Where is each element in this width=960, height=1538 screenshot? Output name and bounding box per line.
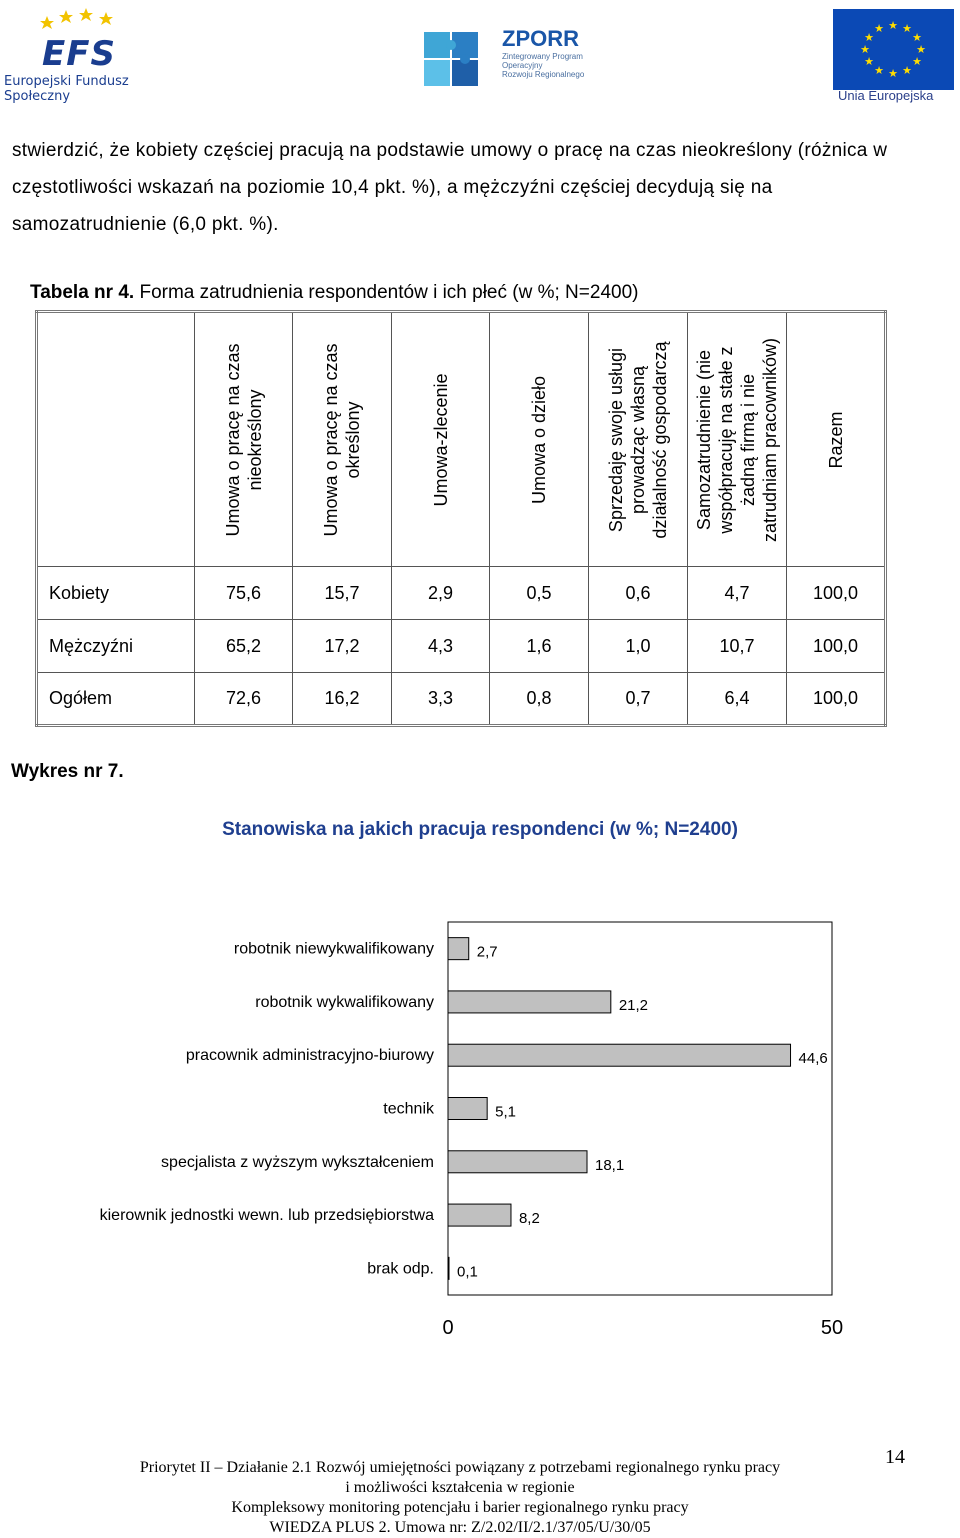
data-label: 44,6: [798, 1050, 828, 1068]
svg-text:★: ★: [902, 64, 912, 77]
svg-text:★: ★: [912, 55, 922, 68]
table-cell: 100,0: [787, 567, 886, 620]
column-header: [293, 312, 392, 567]
bar: [448, 1151, 587, 1173]
table-cell: 4,3: [392, 620, 490, 673]
efs-mark: EFS: [42, 34, 116, 74]
table-cell: 1,0: [589, 620, 688, 673]
bar: [448, 1098, 487, 1120]
row-label: Ogółem: [37, 673, 195, 726]
table-label: Tabela nr 4.: [30, 282, 135, 303]
category-label: specjalista z wyższym wykształceniem: [161, 1153, 434, 1171]
category-label: kierownik jednostki wewn. lub przedsiębiorstwa: [99, 1207, 434, 1225]
table-cell: 0,7: [589, 673, 688, 726]
table-cell: 10,7: [688, 620, 787, 673]
position-bar-chart: [0, 900, 960, 1360]
table-cell: 17,2: [293, 620, 392, 673]
svg-text:★: ★: [888, 19, 898, 32]
svg-text:★: ★: [864, 55, 874, 68]
footer: [60, 1458, 860, 1538]
table-title: Forma zatrudnienia respondentów i ich płeć (w %; N=2400): [134, 282, 639, 303]
table-cell: 6,4: [688, 673, 787, 726]
column-header: [392, 312, 490, 567]
tick-label: 0: [442, 1317, 454, 1339]
svg-text:★: ★: [860, 43, 870, 56]
zporr-title: ZPORR: [502, 26, 579, 51]
table-row: [37, 620, 886, 673]
footer-line: i możliwości kształcenia w regionie: [345, 1479, 575, 1496]
body-paragraph: stwierdzić, że kobiety częściej pracują na podstawie umowy o pracę na czas nieokreślony (różnica w częstotliwości wskazań na poziomie 10,4 pkt. %), a mężczyźni częściej decydują się na samozatrudnienie (6,0 pkt. %).: [12, 140, 888, 235]
data-label: 8,2: [518, 1210, 540, 1228]
row-label: Kobiety: [37, 567, 195, 620]
bar: [448, 991, 611, 1013]
page-number: 14: [885, 1446, 905, 1468]
tick-label: 50: [820, 1317, 844, 1339]
table-cell: 0,6: [589, 567, 688, 620]
eu-stars-icon: [833, 9, 954, 90]
svg-text:★: ★: [916, 43, 926, 56]
footer-line: Priorytet II – Działanie 2.1 Rozwój umiejętności powiązany z potrzebami regionalnego rynku pracy: [139, 1459, 781, 1476]
data-label: 2,7: [476, 943, 498, 961]
zporr-sub-line: Operacyjny: [502, 61, 543, 70]
svg-text:★: ★: [874, 64, 884, 77]
data-label: 5,1: [495, 1103, 517, 1121]
column-header-text: Umowa o dzieło: [529, 375, 549, 504]
chart-title: Stanowiska na jakich pracuja respondenci (w %; N=2400): [222, 819, 738, 840]
bar: [448, 1204, 511, 1226]
svg-text:★: ★: [912, 31, 922, 44]
table-cell: 0,8: [490, 673, 589, 726]
category-label: brak odp.: [367, 1260, 434, 1278]
data-label: 0,1: [457, 1263, 478, 1281]
data-label: 21,2: [618, 996, 649, 1014]
chart-label: Wykres nr 7.: [11, 761, 124, 782]
column-header: [195, 312, 293, 567]
column-header-text: Sprzedaję swoje usługi prowadząc własną działalność gospodarczą: [606, 340, 670, 539]
column-header: [490, 312, 589, 567]
svg-text:★: ★: [888, 67, 898, 80]
footer-line: WIEDZA PLUS 2. Umowa nr: Z/2.02/II/2.1/37/05/U/30/05: [269, 1519, 651, 1536]
svg-text:★: ★: [864, 31, 874, 44]
column-header-text: Umowa o pracę na czas określony: [321, 342, 363, 537]
table-cell: 16,2: [293, 673, 392, 726]
column-header-text: Samozatrudnienie (nie współpracuję na stałe z żadną firmą i nie zatrudniam pracowników): [694, 337, 780, 542]
table-caption: [30, 282, 638, 304]
zporr-subtitle: [502, 52, 584, 79]
data-label: 18,1: [595, 1156, 625, 1174]
table-cell: 75,6: [195, 567, 293, 620]
category-label: robotnik niewykwalifikowany: [233, 940, 434, 958]
category-label: pracownik administracyjno-biurowy: [185, 1047, 434, 1065]
table-cell: 0,5: [490, 567, 589, 620]
bar: [448, 1044, 791, 1066]
efs-caption: Europejski Fundusz Społeczny: [4, 74, 129, 104]
table-corner-cell: [37, 312, 195, 567]
table-row: [37, 567, 886, 620]
row-label: Mężczyźni: [37, 620, 195, 673]
table-cell: 15,7: [293, 567, 392, 620]
column-header-text: Razem: [825, 410, 846, 469]
column-header-text: Umowa o pracę na czas nieokreślony: [222, 342, 265, 537]
employment-table: [35, 310, 887, 727]
table-cell: 72,6: [195, 673, 293, 726]
svg-text:★: ★: [902, 22, 912, 35]
table-cell: 100,0: [787, 620, 886, 673]
table-cell: 2,9: [392, 567, 490, 620]
table-header-row: [37, 312, 886, 567]
table-cell: 100,0: [787, 673, 886, 726]
table-cell: 65,2: [195, 620, 293, 673]
table-cell: 3,3: [392, 673, 490, 726]
column-header: [688, 312, 787, 567]
footer-line: Kompleksowy monitoring potencjału i barier regionalnego rynku pracy: [231, 1499, 689, 1516]
svg-text:★: ★: [874, 22, 884, 35]
column-header-text: Umowa-zlecenie: [430, 372, 451, 507]
efs-logo: [4, 4, 174, 104]
eu-caption: Unia Europejska: [838, 88, 934, 103]
column-header: [787, 312, 886, 567]
table-cell: 4,7: [688, 567, 787, 620]
table-cell: 1,6: [490, 620, 589, 673]
category-label: technik: [383, 1100, 434, 1118]
bar: [448, 938, 469, 960]
zporr-sub-line: Zintegrowany Program: [502, 52, 583, 61]
puzzle-icon: [418, 22, 498, 92]
table-row: [37, 673, 886, 726]
eu-flag-icon: [833, 9, 954, 90]
category-label: robotnik wykwalifikowany: [255, 993, 434, 1011]
bar: [448, 1257, 449, 1279]
column-header: [589, 312, 688, 567]
zporr-sub-line: Rozwoju Regionalnego: [502, 70, 585, 79]
